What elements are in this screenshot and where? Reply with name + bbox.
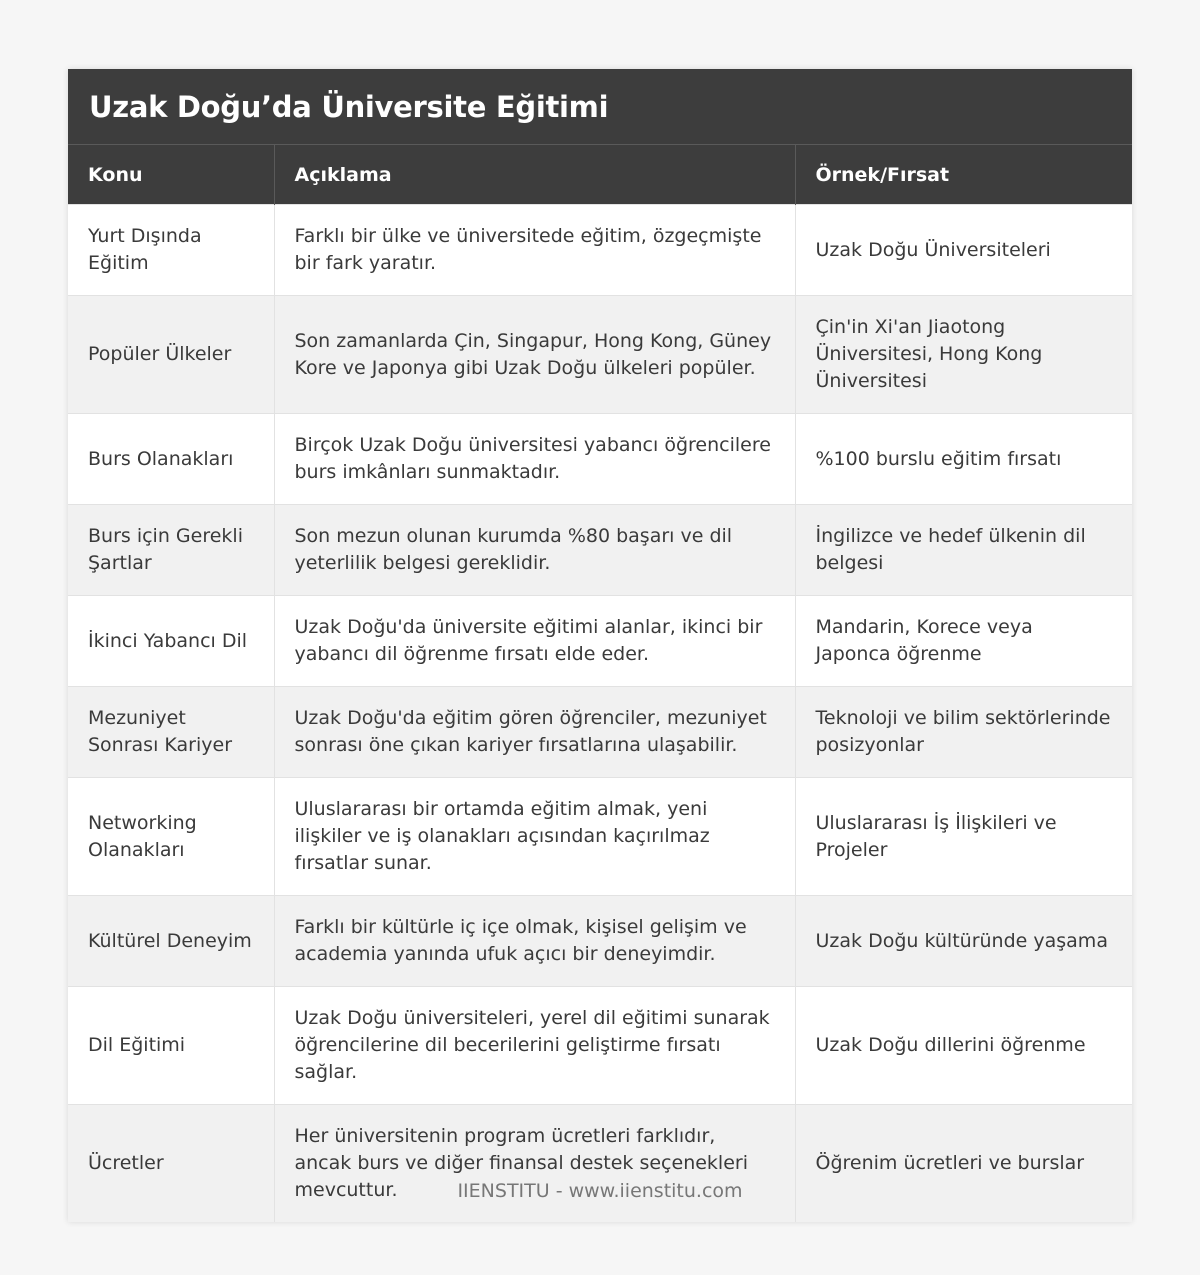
table-cell-topic: Kültürel Deneyim	[68, 896, 274, 987]
table-cell-topic: Dil Eğitimi	[68, 987, 274, 1105]
table-cell-topic: Burs için Gerekli Şartlar	[68, 505, 274, 596]
table-cell-example: Uluslararası İş İlişkileri ve Projeler	[795, 778, 1132, 896]
table-cell-example: Teknoloji ve bilim sektörlerinde posizyonlar	[795, 687, 1132, 778]
table-row	[68, 505, 1132, 596]
data-table	[68, 144, 1132, 1222]
table-cell-description: Birçok Uzak Doğu üniversitesi yabancı öğrencilere burs imkânları sunmaktadır.	[274, 414, 795, 505]
table-cell-example: Uzak Doğu Üniversiteleri	[795, 205, 1132, 296]
column-header-ornek: Örnek/Fırsat	[795, 145, 1132, 205]
column-header-konu: Konu	[68, 145, 274, 205]
column-header-aciklama: Açıklama	[274, 145, 795, 205]
table-row	[68, 205, 1132, 296]
table-cell-example: Uzak Doğu dillerini öğrenme	[795, 987, 1132, 1105]
table-cell-description: Uzak Doğu üniversiteleri, yerel dil eğitimi sunarak öğrencilerine dil becerilerini geliştirme fırsatı sağlar.	[274, 987, 795, 1105]
table-cell-description: Farklı bir ülke ve üniversitede eğitim, özgeçmişte bir fark yaratır.	[274, 205, 795, 296]
table-cell-example: Uzak Doğu kültüründe yaşama	[795, 896, 1132, 987]
table-cell-example: Çin'in Xi'an Jiaotong Üniversitesi, Hong Kong Üniversitesi	[795, 296, 1132, 414]
table-cell-topic: Yurt Dışında Eğitim	[68, 205, 274, 296]
table-row	[68, 296, 1132, 414]
table-cell-description: Farklı bir kültürle iç içe olmak, kişisel gelişim ve academia yanında ufuk açıcı bir deneyimdir.	[274, 896, 795, 987]
table-row	[68, 896, 1132, 987]
table-cell-example: %100 burslu eğitim fırsatı	[795, 414, 1132, 505]
table-cell-description: Uzak Doğu'da eğitim gören öğrenciler, mezuniyet sonrası öne çıkan kariyer fırsatlarına ulaşabilir.	[274, 687, 795, 778]
table-cell-example: İngilizce ve hedef ülkenin dil belgesi	[795, 505, 1132, 596]
table-row	[68, 414, 1132, 505]
table-cell-description: Son zamanlarda Çin, Singapur, Hong Kong, Güney Kore ve Japonya gibi Uzak Doğu ülkeleri popüler.	[274, 296, 795, 414]
table-cell-example: Mandarin, Korece veya Japonca öğrenme	[795, 596, 1132, 687]
table-row	[68, 987, 1132, 1105]
footer-credit: IIENSTITU - www.iienstitu.com	[457, 1180, 743, 1202]
table-cell-topic: Networking Olanakları	[68, 778, 274, 896]
header-row	[68, 145, 1132, 205]
table-row	[68, 687, 1132, 778]
table-row	[68, 778, 1132, 896]
table-body	[68, 205, 1132, 1223]
table-cell-description: Son mezun olunan kurumda %80 başarı ve dil yeterlilik belgesi gereklidir.	[274, 505, 795, 596]
table-cell-topic: Ücretler	[68, 1105, 274, 1223]
table-card	[68, 69, 1132, 1222]
table-cell-topic: Mezuniyet Sonrası Kariyer	[68, 687, 274, 778]
table-header	[68, 145, 1132, 205]
table-cell-description: Uluslararası bir ortamda eğitim almak, yeni ilişkiler ve iş olanakları açısından kaçırılmaz fırsatlar sunar.	[274, 778, 795, 896]
table-cell-description: Her üniversitenin program ücretleri farklıdır, ancak burs ve diğer finansal destek seçenekleri mevcuttur.	[274, 1105, 795, 1223]
table-row	[68, 1105, 1132, 1223]
table-cell-topic: Popüler Ülkeler	[68, 296, 274, 414]
table-cell-topic: İkinci Yabancı Dil	[68, 596, 274, 687]
table-row	[68, 596, 1132, 687]
page-title: Uzak Doğu’da Üniversite Eğitimi	[68, 69, 1132, 144]
table-cell-description: Uzak Doğu'da üniversite eğitimi alanlar, ikinci bir yabancı dil öğrenme fırsatı elde eder.	[274, 596, 795, 687]
table-cell-example: Öğrenim ücretleri ve burslar	[795, 1105, 1132, 1223]
table-cell-topic: Burs Olanakları	[68, 414, 274, 505]
